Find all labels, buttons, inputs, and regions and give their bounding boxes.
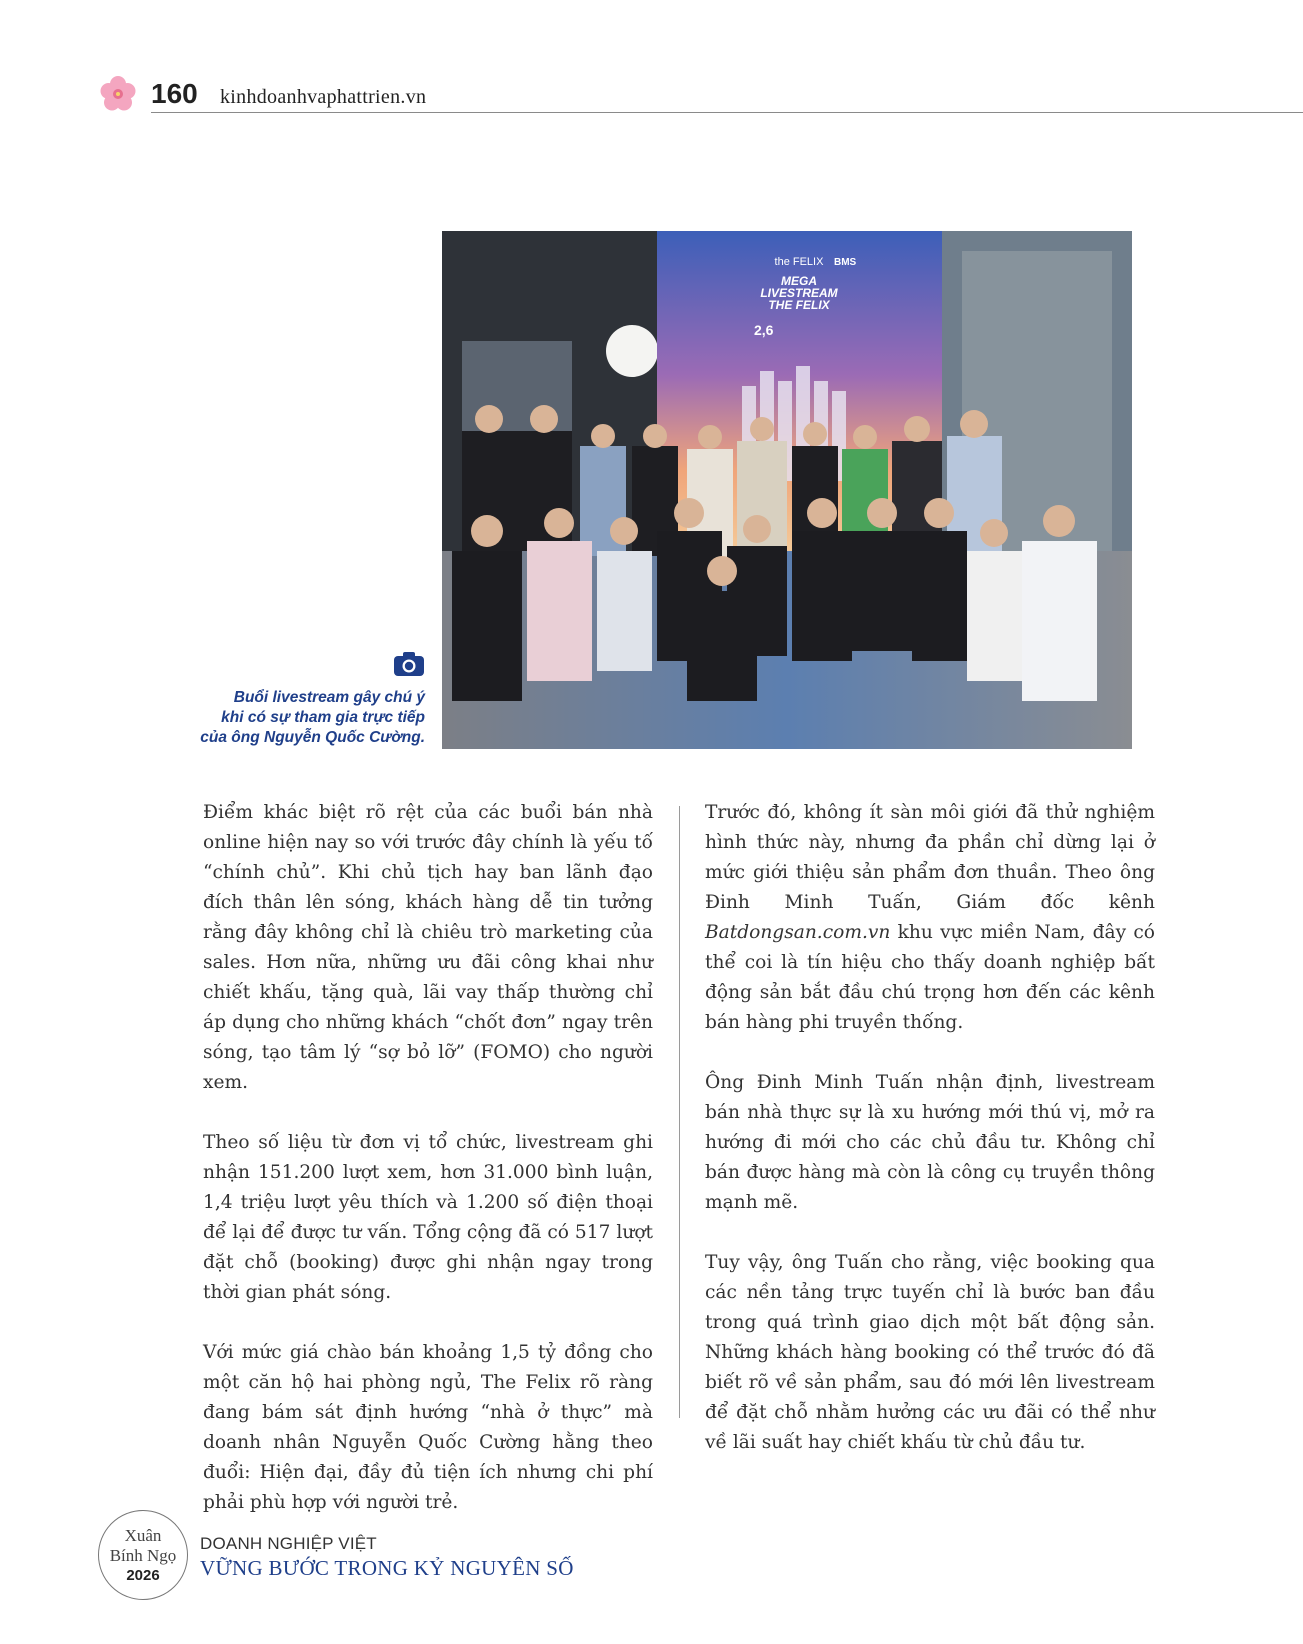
caption-line: khi có sự tham gia trực tiếp [221, 709, 425, 726]
paragraph: Điểm khác biệt rõ rệt của các buổi bán nhà online hiện nay so với trước đây chính là yếu tố “chính chủ”. Khi chủ tịch hay ban lãnh đạo đích thân lên sóng, khách hàng dễ tin tưởng rằng đây không chỉ là chiêu trò marketing của sales. Hơn nữa, những ưu đãi công khai như chiết khấu, tặng quà, lãi vay thấp thường chỉ áp dụng cho những khách “chốt đơn” ngay trên sóng, tạo tâm lý “sợ bỏ lỡ” (FOMO) cho người xem. [203, 802, 653, 1093]
paragraph-text: khu vực miền Nam, đây có thể coi là tín hiệu cho thấy doanh nghiệp bất động sản bắt đầu chú trọng hơn đến các kênh bán hàng phi truyền thống. [705, 922, 1155, 1033]
backdrop-brand: the FELIX [774, 256, 824, 268]
badge-year: 2026 [126, 1567, 160, 1584]
article-column-right [705, 798, 1155, 1458]
paragraph: Với mức giá chào bán khoảng 1,5 tỷ đồng cho một căn hộ hai phòng ngủ, The Felix rõ ràng đang bám sát định hướng “nhà ở thực” mà doanh nhân Nguyễn Quốc Cường hằng theo đuổi: Hiện đại, đầy đủ tiện ích nhưng chi phí phải phù hợp với người trẻ. [203, 1342, 653, 1513]
article-photo [442, 231, 1132, 749]
column-divider [679, 806, 680, 1418]
paragraph [705, 798, 1155, 1038]
badge-line: Xuân [124, 1526, 162, 1545]
paragraph: Tuy vậy, ông Tuấn cho rằng, việc booking qua các nền tảng trực tuyến chỉ là bước ban đầu trong quá trình giao dịch một bất động sản. Những khách hàng booking có thể trước đó đã biết rõ về sản phẩm, sau đó mới lên livestream để đặt chỗ nhằm hưởng các ưu đãi có thể như về lãi suất hay chiết khấu từ chủ đầu tư. [705, 1252, 1155, 1453]
edition-badge [98, 1510, 188, 1600]
footer-title: VỮNG BƯỚC TRONG KỶ NGUYÊN SỐ [200, 1556, 574, 1580]
backdrop-title-1: MEGA [781, 274, 817, 288]
paragraph-text: Trước đó, không ít sàn môi giới đã thử nghiệm hình thức này, nhưng đa phần chỉ dừng lại ở mức giới thiệu sản phẩm đơn thuần. Theo ông Đinh Minh Tuấn, Giám đốc kênh [705, 802, 1155, 913]
backdrop-title-2: LIVESTREAM [760, 286, 838, 300]
backdrop-price: 2,6 [754, 322, 774, 338]
article-column-left [203, 798, 653, 1518]
footer-section: DOANH NGHIỆP VIỆT [200, 1534, 377, 1553]
photo-caption [170, 688, 425, 748]
site-name: kinhdoanhvaphattrien.vn [220, 86, 427, 108]
camera-icon [394, 652, 424, 676]
caption-line: Buổi livestream gây chú ý [233, 689, 425, 706]
paragraph: Ông Đinh Minh Tuấn nhận định, livestream bán nhà thực sự là xu hướng mới thú vị, mở ra hướng đi mới cho các chủ đầu tư. Không chỉ bán được hàng mà còn là công cụ truyền thông mạnh mẽ. [705, 1072, 1155, 1213]
backdrop-partner: BMS [834, 257, 857, 268]
caption-line: của ông Nguyễn Quốc Cường. [200, 729, 425, 746]
badge-line: Bính Ngọ [109, 1546, 177, 1565]
page-number: 160 [151, 78, 198, 109]
header-divider [151, 112, 1303, 113]
backdrop-title-3: THE FELIX [768, 298, 830, 312]
paragraph: Theo số liệu từ đơn vị tổ chức, livestream ghi nhận 151.200 lượt xem, hơn 31.000 bình luận, 1,4 triệu lượt yêu thích và 1.200 số điện thoại để lại để được tư vấn. Tổng cộng đã có 517 lượt đặt chỗ (booking) được ghi nhận ngay trong thời gian phát sóng. [203, 1132, 653, 1303]
source-name: Batdongsan.com.vn [705, 922, 891, 943]
cherry-blossom-icon [100, 76, 136, 112]
